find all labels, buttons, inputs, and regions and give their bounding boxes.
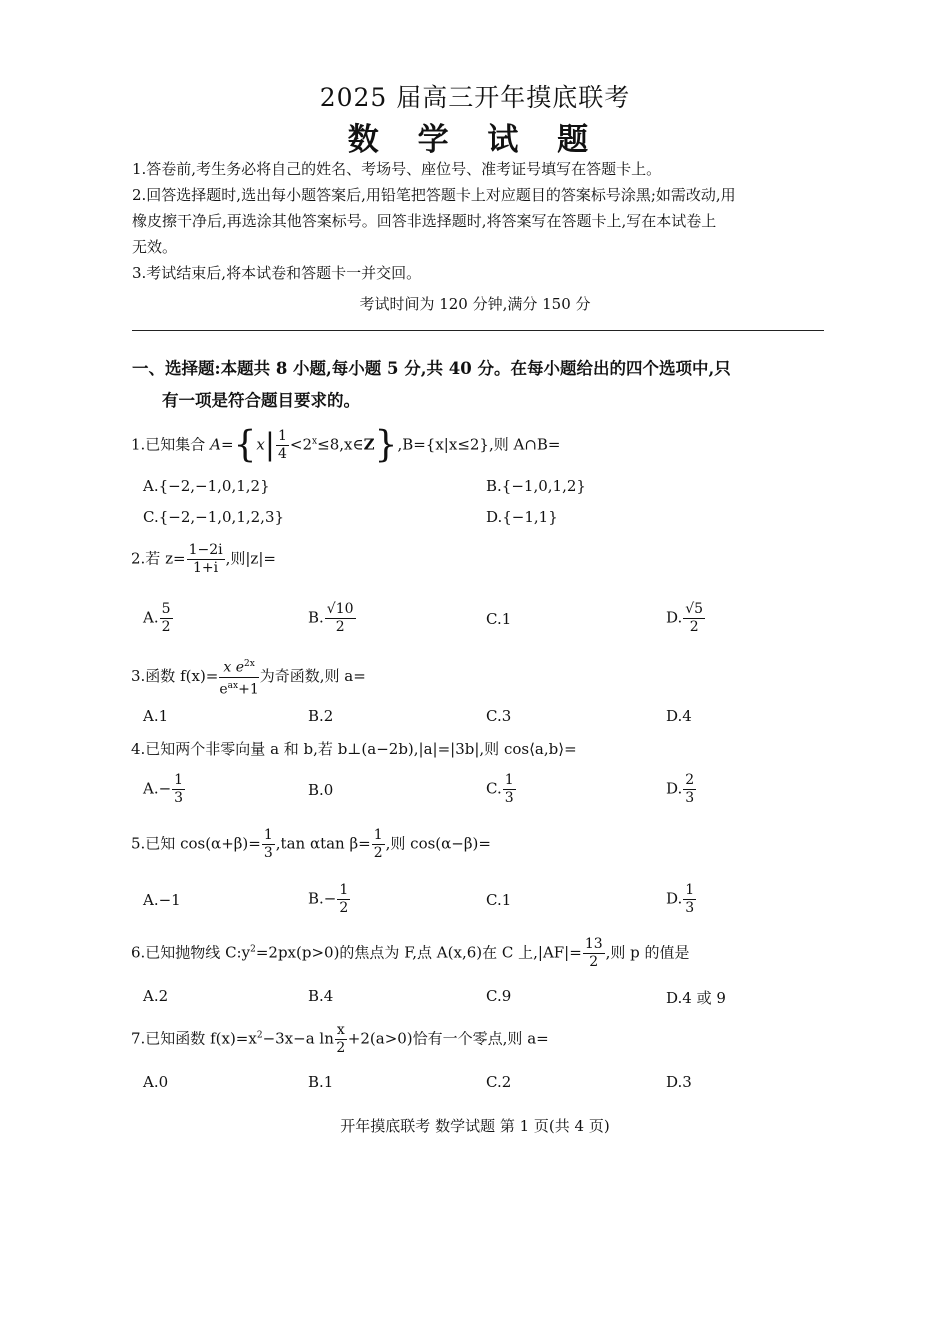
q5-opt-d-label: D. <box>666 889 683 908</box>
q4-opt-d-den: 3 <box>685 790 695 806</box>
q2-option-d <box>666 601 706 636</box>
q6-prefix: 6.已知抛物线 C:y <box>131 943 251 962</box>
question-7 <box>131 1022 831 1057</box>
q1-option-a: A.{−2,−1,0,1,2} <box>143 477 270 495</box>
notice-2: 2.回答选择题时,选出每小题答案后,用铅笔把答题卡上对应题目的答案标号涂黑;如需改动,用 <box>132 186 736 204</box>
q2-opt-a-den: 2 <box>161 619 171 635</box>
q5-option-b <box>308 882 351 917</box>
q5-opt-b-label: B.− <box>308 889 337 908</box>
q1-cond: <2 <box>289 435 313 454</box>
q5-den1: 3 <box>263 845 273 861</box>
q2-opt-a-label: A. <box>143 608 159 627</box>
q2-opt-b-label: B. <box>308 608 324 627</box>
q2-option-a <box>143 601 174 636</box>
q2-opt-b-num: √10 <box>326 601 354 617</box>
q7-prefix: 7.已知函数 f(x)=x <box>131 1029 257 1048</box>
q2-opt-a-num: 5 <box>161 601 171 617</box>
question-2 <box>131 542 831 577</box>
q1-rest: ,B={x|x≤2},则 A∩B= <box>397 435 561 454</box>
q2-option-c: C.1 <box>486 610 512 628</box>
q5-opt-b-num: 1 <box>339 882 349 898</box>
q2-num: 1−2i <box>188 542 223 558</box>
exam-name: 2025 届高三开年摸底联考 <box>319 83 631 112</box>
q5-opt-b-frac <box>337 882 350 917</box>
q5-option-d <box>666 882 697 917</box>
q4-opt-d-frac <box>683 772 696 807</box>
q5-den2: 2 <box>373 845 383 861</box>
q3-prefix: 3.函数 f(x)= <box>131 667 219 686</box>
q1-left-brace: { <box>233 424 257 466</box>
q1-set-a: A <box>210 435 221 454</box>
q5-num2: 1 <box>373 827 383 843</box>
q6-option-b: B.4 <box>308 987 334 1005</box>
notice-3: 3.考试结束后,将本试卷和答题卡一并交回。 <box>132 264 422 282</box>
q1-frac-num: 1 <box>278 428 287 444</box>
q5-opt-b-den: 2 <box>339 900 349 916</box>
q4-option-b: B.0 <box>308 781 334 799</box>
q1-option-d: D.{−1,1} <box>486 508 558 526</box>
q3-den-text: e <box>219 681 228 698</box>
q2-den: 1+i <box>193 560 219 576</box>
q6-sup: 2 <box>250 944 256 955</box>
q5-opt-d-den: 3 <box>685 900 695 916</box>
q7-suffix: +2(a>0)恰有一个零点,则 a= <box>347 1029 549 1048</box>
q5-mid: ,tan αtan β= <box>275 834 371 853</box>
q2-opt-b-frac <box>325 601 356 636</box>
q7-option-c: C.2 <box>486 1073 512 1091</box>
q3-num-text: x e <box>223 659 244 676</box>
q5-opt-d-num: 1 <box>685 882 695 898</box>
q7-frac <box>335 1022 347 1057</box>
notice-2-end: 无效。 <box>132 238 178 256</box>
q7-num: x <box>336 1022 345 1038</box>
q6-den: 2 <box>589 954 599 970</box>
q5-frac-2 <box>372 827 385 862</box>
question-6 <box>131 936 831 971</box>
q2-frac <box>187 542 225 577</box>
q3-den-tail: +1 <box>238 681 259 698</box>
q4-opt-c-frac <box>503 772 516 807</box>
q1-prefix: 1.已知集合 <box>131 435 211 454</box>
q5-num1: 1 <box>263 827 273 843</box>
section-heading-2: 有一项是符合题目要求的。 <box>162 391 360 410</box>
q4-opt-a-frac <box>172 772 185 807</box>
q5-opt-d-frac <box>683 882 696 917</box>
q1-option-b: B.{−1,0,1,2} <box>486 477 586 495</box>
q6-mid: =2px(p>0)的焦点为 F,点 A(x,6)在 C 上,|AF|= <box>255 943 582 962</box>
q5-suffix: ,则 cos(α−β)= <box>385 834 491 853</box>
q1-frac-den: 4 <box>278 446 287 462</box>
q2-opt-a-frac <box>160 601 173 636</box>
notice-1: 1.答卷前,考生务必将自己的姓名、考场号、座位号、准考证号填写在答题卡上。 <box>132 160 662 178</box>
q3-option-c: C.3 <box>486 707 512 725</box>
q6-frac <box>583 936 605 971</box>
q2-opt-d-frac <box>683 601 705 636</box>
q4-opt-d-label: D. <box>666 779 683 798</box>
q7-den: 2 <box>336 1040 346 1056</box>
question-1 <box>131 424 831 466</box>
q1-cond2: ≤8,x∈ <box>317 435 364 454</box>
q3-option-b: B.2 <box>308 707 334 725</box>
q4-opt-c-den: 3 <box>504 790 514 806</box>
divider <box>132 330 824 331</box>
q1-eq: = <box>220 435 234 454</box>
q7-option-a: A.0 <box>143 1073 169 1091</box>
q4-opt-a-label: A.− <box>143 779 172 798</box>
q1-frac <box>276 428 289 463</box>
time-info: 考试时间为 120 分钟,满分 150 分 <box>359 295 591 313</box>
q4-opt-a-num: 1 <box>174 772 184 788</box>
q5-option-a: A.−1 <box>143 891 181 909</box>
q3-frac <box>219 656 258 698</box>
q1-sup: x <box>312 436 318 447</box>
subject-title: 数 学 试 题 <box>347 122 603 158</box>
q4-option-a <box>143 772 186 807</box>
q2-opt-b-den: 2 <box>335 619 345 635</box>
q3-den <box>219 678 258 699</box>
notice-2-cont: 橡皮擦干净后,再选涂其他答案标号。回答非选择题时,将答案写在答题卡上,写在本试卷上 <box>132 212 717 230</box>
q4-opt-c-label: C. <box>486 779 502 798</box>
q7-option-d: D.3 <box>666 1073 692 1091</box>
q2-opt-d-den: 2 <box>689 619 699 635</box>
q3-den-sup: ax <box>227 680 239 691</box>
q4-opt-c-num: 1 <box>504 772 514 788</box>
q6-option-a: A.2 <box>143 987 169 1005</box>
q1-option-c: C.{−2,−1,0,1,2,3} <box>143 508 285 526</box>
q2-opt-d-label: D. <box>666 608 683 627</box>
page-footer: 开年摸底联考 数学试题 第 1 页(共 4 页) <box>340 1117 610 1135</box>
q3-option-a: A.1 <box>143 707 169 725</box>
q2-prefix: 2.若 z= <box>131 549 186 568</box>
q5-prefix: 5.已知 cos(α+β)= <box>131 834 261 853</box>
q2-opt-d-num: √5 <box>685 601 704 617</box>
q7-mid: −3x−a ln <box>262 1029 334 1048</box>
q2-suffix: ,则|z|= <box>225 549 276 568</box>
question-4: 4.已知两个非零向量 a 和 b,若 b⊥(a−2b),|a|=|3b|,则 cos⟨a,b⟩= <box>131 740 577 758</box>
q6-option-c: C.9 <box>486 987 512 1005</box>
q3-option-d: D.4 <box>666 707 692 725</box>
q6-suffix: ,则 p 的值是 <box>605 943 690 962</box>
q7-option-b: B.1 <box>308 1073 334 1091</box>
q5-frac-1 <box>262 827 275 862</box>
section-heading-1: 一、选择题:本题共 8 小题,每小题 5 分,共 40 分。在每小题给出的四个选项中,只 <box>132 359 731 378</box>
q4-opt-d-num: 2 <box>685 772 695 788</box>
q4-option-d <box>666 772 697 807</box>
q1-right-brace: } <box>374 424 398 466</box>
q7-sup: 2 <box>256 1030 263 1041</box>
q1-bar: | <box>264 427 275 463</box>
q1-x: x <box>256 435 265 454</box>
q3-num-sup: 2x <box>243 659 255 669</box>
question-5 <box>131 827 831 862</box>
q6-option-d: D.4 或 9 <box>666 989 726 1007</box>
q6-num: 13 <box>584 936 603 952</box>
q4-option-c <box>486 772 517 807</box>
q5-option-c: C.1 <box>486 891 512 909</box>
q2-option-b <box>308 601 357 636</box>
q4-opt-a-den: 3 <box>174 790 184 806</box>
q1-integers: Z <box>363 435 375 454</box>
q3-suffix: 为奇函数,则 a= <box>259 667 366 686</box>
question-3 <box>131 656 831 698</box>
q3-num <box>219 656 258 678</box>
